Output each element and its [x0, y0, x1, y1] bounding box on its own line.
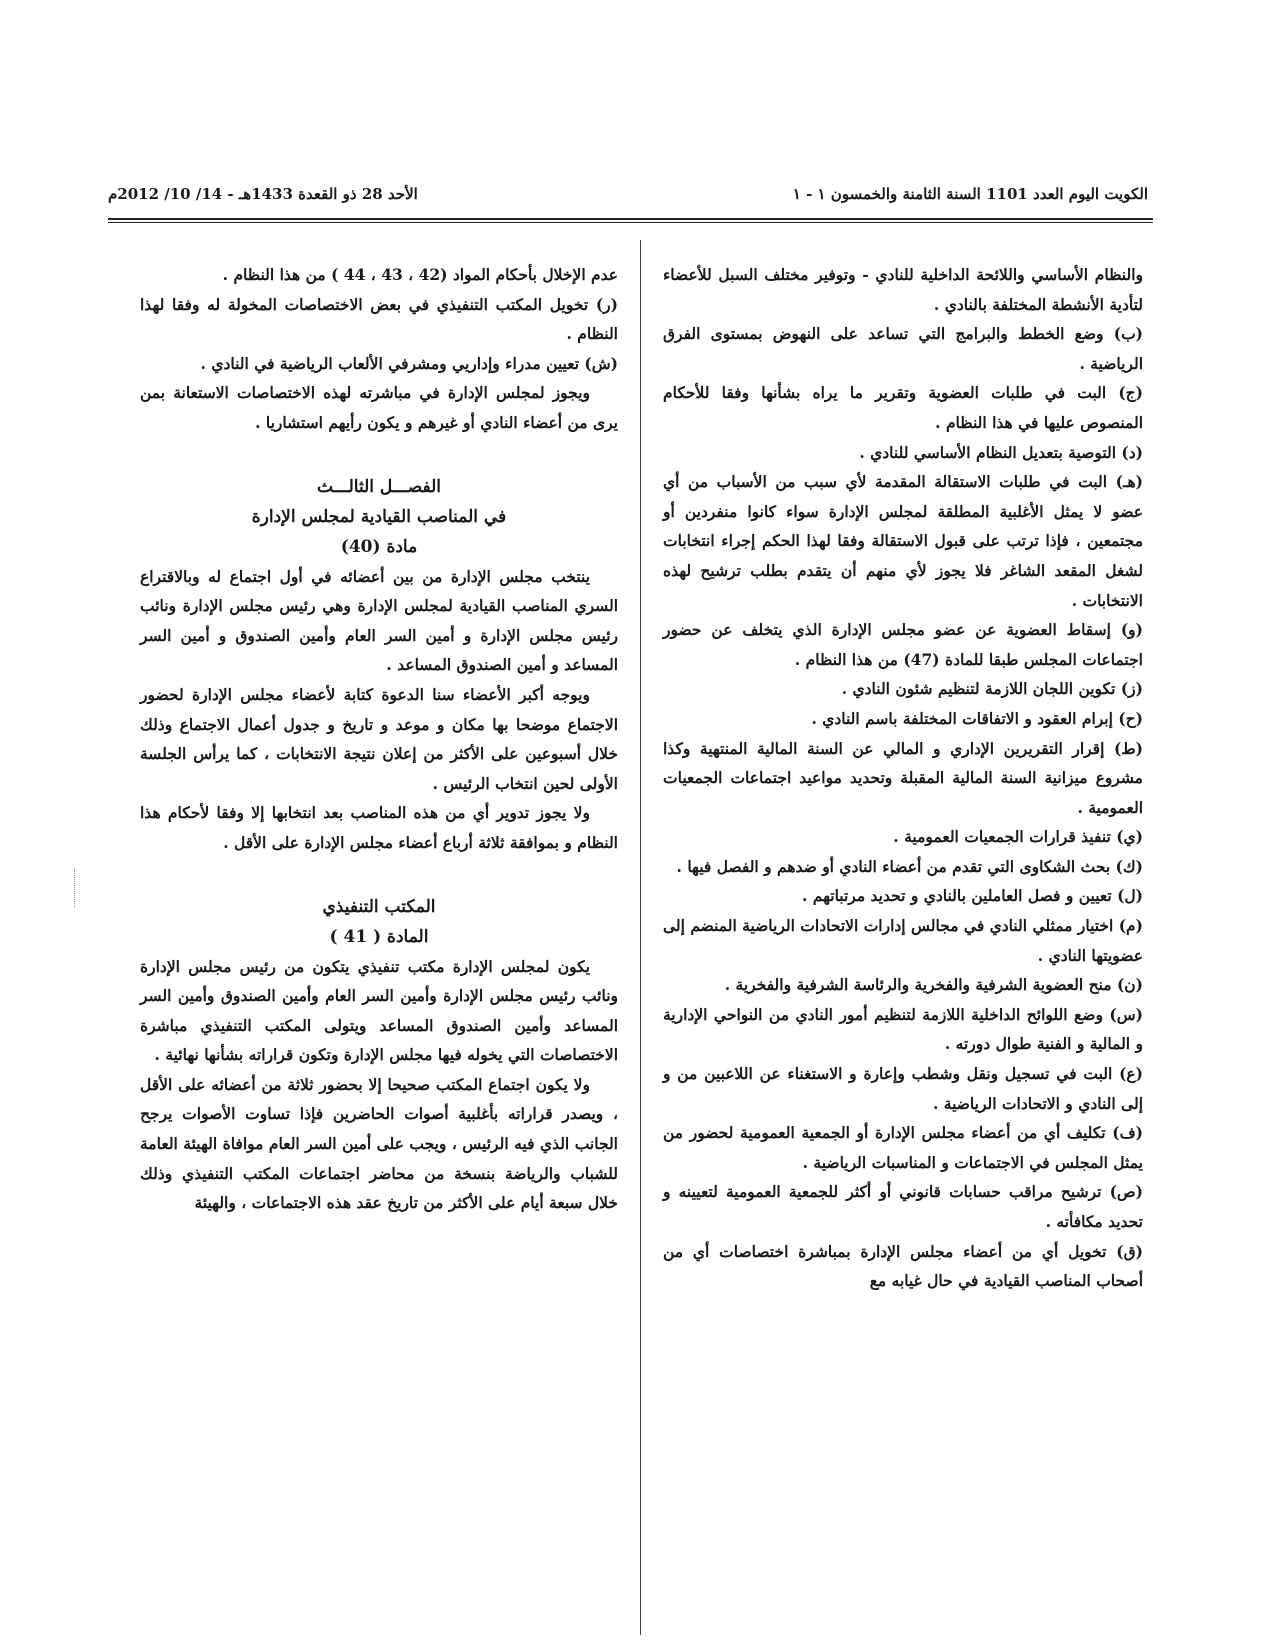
list-item: (س) وضع اللوائح الداخلية اللازمة لتنظيم أمور النادي من النواحي الإدارية و المالية و الفنية طوال دورته .	[663, 1004, 1143, 1054]
list-item: (ر) تخويل المكتب التنفيذي في بعض الاختصاصات المخولة له وفقا لهذا النظام .	[140, 294, 618, 344]
header-rule	[108, 218, 1153, 223]
list-item: (ف) تكليف أي من أعضاء مجلس الإدارة أو الجمعية العمومية لحضور من يمثل المجلس في الاجتماعات و المناسبات الرياضية .	[663, 1123, 1143, 1172]
header-issue-info: الكويت اليوم العدد 1101 السنة الثامنة والخمسون ١ - ١	[792, 185, 1148, 203]
paragraph: ويوجه أكبر الأعضاء سنا الدعوة كتابة لأعضاء مجلس الإدارة لحضور الاجتماع موضحا بها مكان و موعد و تاريخ و جدول أعمال الاجتماع وذلك خلال أسبوعين على الأكثر من إعلان نتيجة الانتخابات ، كما يرأس الجلسة الأولى لحين انتخاب الرئيس .	[140, 684, 618, 793]
scan-margin-mark	[74, 868, 81, 908]
list-item: والنظام الأساسي واللائحة الداخلية للنادي - وتوفير مختلف السبل للأعضاء لتأدية الأنشطة المختلفة بالنادي .	[663, 265, 1143, 314]
list-item: (ح) إبرام العقود و الاتفاقات المختلفة باسم النادي .	[811, 708, 1143, 728]
list-item: (ص) ترشيح مراقب حسابات قانوني أو أكثر للجمعية العمومية لتعيينه و تحديد مكافأته .	[663, 1182, 1143, 1231]
paragraph: يكون لمجلس الإدارة مكتب تنفيذي يتكون من رئيس مجلس الإدارة ونائب رئيس مجلس الإدارة وأمين السر العام وأمين الصندوق وأمين السر المساعد وأمين الصندوق المساعد ويتولى المكتب التنفيذي مباشرة الاختصاصات التي يخوله فيها مجلس الإدارة وتكون قراراته بشأنها نهائية .	[140, 956, 618, 1065]
right-column	[663, 260, 1143, 1296]
left-column	[140, 260, 618, 1218]
list-item: (ل) تعيين و فصل العاملين بالنادي و تحديد مرتباتهم .	[802, 886, 1143, 906]
chapter-title: الفصـــل الثالـــث	[316, 476, 441, 497]
page-header	[108, 185, 1148, 215]
spacer	[140, 438, 618, 472]
list-item: (هـ) البت في طلبات الاستقالة المقدمة لأي سبب من الأسباب من أي عضو لا يمثل الأغلبية المطلقة لمجلس الإدارة سواء كانوا منفردين أو مجتمعين ، فإذا ترتب على قبول الاستقالة وفقا لهذا الحكم إجراء انتخابات لشغل المقعد الشاغر فلا يجوز لأي منهم أن يتقدم بطلب ترشيح لهذه الانتخابات .	[663, 472, 1143, 610]
article-number: مادة (40)	[340, 536, 418, 557]
column-divider	[640, 240, 641, 1635]
paragraph: ويجوز لمجلس الإدارة في مباشرته لهذه الاختصاصات الاستعانة بمن يرى من أعضاء النادي أو غيرهم و يكون رأيهم استشاريا .	[140, 383, 618, 432]
section-title: المكتب التنفيذي	[322, 896, 436, 917]
paragraph: ينتخب مجلس الإدارة من بين أعضائه في أول اجتماع له وبالاقتراع السري المناصب القيادية لمجلس الإدارة وهي رئيس مجلس الإدارة ونائب رئيس مجلس الإدارة و أمين السر العام وأمين الصندوق و أمين السر المساعد و أمين الصندوق المساعد .	[140, 566, 618, 675]
list-item: (ج) البت في طلبات العضوية وتقرير ما يراه بشأنها وفقا للأحكام المنصوص عليها في هذا النظام .	[663, 383, 1143, 432]
list-item: (ش) تعيين مدراء وإداريي ومشرفي الألعاب الرياضية في النادي .	[200, 353, 618, 373]
list-item: (ك) بحث الشكاوى التي تقدم من أعضاء النادي أو ضدهم و الفصل فيها .	[676, 856, 1143, 876]
list-item: (د) التوصية بتعديل النظام الأساسي للنادي .	[859, 442, 1143, 462]
list-item: (ي) تنفيذ قرارات الجمعيات العمومية .	[893, 827, 1143, 847]
chapter-subtitle: في المناصب القيادية لمجلس الإدارة	[251, 506, 507, 527]
list-item: (ق) تخويل أي من أعضاء مجلس الإدارة بمباشرة اختصاصات أي من أصحاب المناصب القيادية في حال غيابه مع	[663, 1241, 1143, 1291]
paragraph: ولا يكون اجتماع المكتب صحيحا إلا بحضور ثلاثة من أعضائه على الأقل ، ويصدر قراراته بأغلبية أصوات الحاضرين فإذا تساوت الأصوات يرجح الجانب الذي فيه الرئيس ، ويجب على أمين السر العام موافاة الهيئة العامة للشباب والرياضة بنسخة من محاضر اجتماعات المكتب التنفيذي وذلك خلال سبعة أيام على الأكثر من تاريخ عقد هذه الاجتماعات ، والهيئة	[140, 1074, 618, 1213]
list-item: (ط) إقرار التقريرين الإداري و المالي عن السنة المالية المنتهية وكذا مشروع ميزانية السنة المالية المقبلة وتحديد مواعيد اجتماعات الجمعيات العمومية .	[663, 738, 1143, 817]
list-item: (م) اختيار ممثلي النادي في مجالس إدارات الاتحادات الرياضية المنضم إلى عضويتها النادي .	[662, 916, 1143, 965]
list-item: (و) إسقاط العضوية عن عضو مجلس الإدارة الذي يتخلف عن حضور اجتماعات المجلس طبقا للمادة (47) من هذا النظام .	[663, 620, 1143, 669]
list-item: (ن) منح العضوية الشرفية والفخرية والرئاسة الشرفية والفخرية .	[724, 975, 1143, 995]
spacer	[140, 858, 618, 892]
paragraph: ولا يجوز تدوير أي من هذه المناصب بعد انتخابها إلا وفقا لأحكام هذا النظام و بموافقة ثلاثة أرباع أعضاء مجلس الإدارة على الأقل .	[140, 803, 618, 852]
list-item: (ز) تكوين اللجان اللازمة لتنظيم شئون النادي .	[841, 679, 1143, 699]
list-item: (ب) وضع الخطط والبرامج التي تساعد على النهوض بمستوى الفرق الرياضية .	[663, 324, 1143, 373]
header-date: الأحد 28 ذو القعدة 1433هـ - 14/ 10/ 2012م	[108, 185, 418, 203]
article-number: المادة ( 41 )	[329, 926, 429, 947]
list-item: عدم الإخلال بأحكام المواد (42 ، 43 ، 44 ) من هذا النظام .	[222, 265, 618, 284]
list-item: (ع) البت في تسجيل ونقل وشطب وإعارة و الاستغناء عن اللاعبين من و إلى النادي و الاتحادات الرياضية .	[663, 1064, 1143, 1113]
